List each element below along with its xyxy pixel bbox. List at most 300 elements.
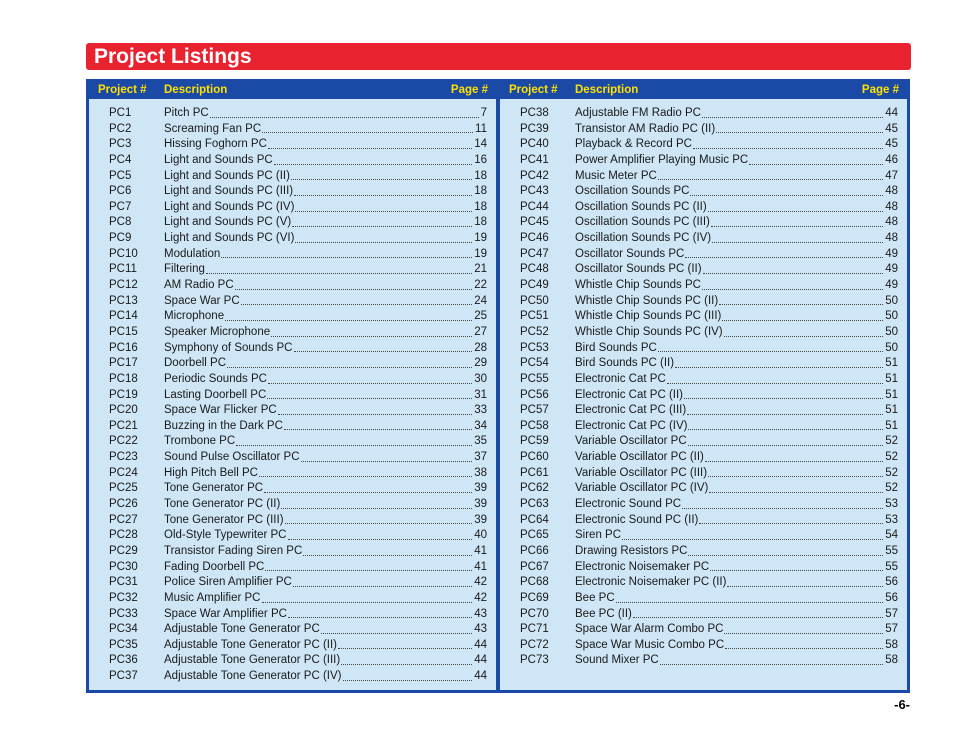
entry-line [164,356,487,372]
project-page: 24 [474,294,487,307]
project-description: Whistle Chip Sounds PC (IV) [575,325,723,338]
project-page: 45 [885,122,898,135]
entry-line [575,419,898,435]
project-page: 45 [885,138,898,151]
dot-leader [293,575,472,587]
dot-leader [684,388,883,400]
entry-line [575,403,898,419]
entry-line [575,466,898,482]
project-number: PC56 [520,388,549,401]
dot-leader [294,341,473,353]
list-item [500,325,907,341]
dot-leader [658,341,883,353]
entry-line [164,294,487,310]
entry-line [164,560,487,576]
dot-leader [210,106,479,118]
dot-leader [725,638,883,650]
project-page: 18 [474,169,487,182]
list-item [500,481,907,497]
dot-leader [281,497,472,509]
entry-line [164,247,487,263]
entry-line [164,544,487,560]
project-description: Whistle Chip Sounds PC (III) [575,310,722,323]
entry-line [164,215,487,231]
project-page: 18 [474,216,487,229]
dot-leader [267,388,472,400]
entry-line [164,184,487,200]
list-item [500,106,907,122]
dot-leader [235,278,473,290]
project-page: 35 [474,435,487,448]
project-description: Adjustable Tone Generator PC [164,623,320,636]
project-number: PC71 [520,623,549,636]
project-number: PC2 [109,122,132,135]
dot-leader [225,309,472,321]
project-page: 18 [474,185,487,198]
project-description: Fading Doorbell PC [164,560,265,573]
project-number: PC13 [109,294,138,307]
header-page: Page # [450,84,488,96]
project-number: PC57 [520,404,549,417]
project-number: PC63 [520,498,549,511]
list-item [89,544,496,560]
list-item [89,153,496,169]
project-description: Oscillation Sounds PC (II) [575,200,707,213]
list-item [89,528,496,544]
project-description: Variable Oscillator PC (IV) [575,482,709,495]
header-project: Project # [509,84,558,96]
project-description: Oscillation Sounds PC (IV) [575,232,712,245]
dot-leader [708,466,883,478]
dot-leader [724,325,884,337]
entry-line [575,184,898,200]
project-page: 28 [474,341,487,354]
project-description: Tone Generator PC [164,482,264,495]
project-number: PC18 [109,372,138,385]
project-description: Modulation [164,247,221,260]
project-description: Whistle Chip Sounds PC (II) [575,294,719,307]
page-title: Project Listings [86,43,911,70]
entry-line [164,513,487,529]
list-item [500,419,907,435]
list-item [89,106,496,122]
project-number: PC65 [520,529,549,542]
dot-leader [236,434,472,446]
dot-leader [667,372,883,384]
project-page: 48 [885,185,898,198]
list-item [89,669,496,685]
entry-line [575,638,898,654]
project-page: 51 [885,419,898,432]
project-page: 58 [885,638,898,651]
dot-leader [338,638,472,650]
dot-leader [278,403,473,415]
entry-line [575,513,898,529]
project-description: Bird Sounds PC (II) [575,357,675,370]
project-description: Electronic Cat PC (II) [575,388,683,401]
project-number: PC10 [109,247,138,260]
dot-leader [294,184,472,196]
project-page: 48 [885,232,898,245]
project-page: 56 [885,591,898,604]
project-description: Transistor Fading Siren PC [164,544,303,557]
project-page: 41 [474,560,487,573]
project-page: 42 [474,576,487,589]
list-item [89,607,496,623]
entry-line [575,607,898,623]
project-description: Adjustable Tone Generator PC (IV) [164,670,342,683]
list-item [89,247,496,263]
dot-leader [711,215,883,227]
entry-line [575,153,898,169]
list-item [500,528,907,544]
project-page: 51 [885,372,898,385]
project-number: PC6 [109,185,132,198]
project-number: PC3 [109,138,132,151]
project-number: PC48 [520,263,549,276]
dot-leader [702,278,883,290]
entry-line [164,653,487,669]
project-description: Space War Music Combo PC [575,638,725,651]
listing-rows-right [500,106,907,669]
project-description: Electronic Cat PC [575,372,666,385]
list-item [89,653,496,669]
list-item [89,450,496,466]
project-page: 52 [885,466,898,479]
dot-leader [685,247,883,259]
entry-line [575,591,898,607]
list-item [500,200,907,216]
dot-leader [622,528,883,540]
list-item [500,591,907,607]
entry-line [164,669,487,685]
list-item [89,403,496,419]
project-page: 53 [885,498,898,511]
project-description: Light and Sounds PC (VI) [164,232,295,245]
project-number: PC44 [520,200,549,213]
list-item [500,356,907,372]
project-description: Light and Sounds PC (IV) [164,200,295,213]
list-item [89,560,496,576]
list-item [89,481,496,497]
project-page: 14 [474,138,487,151]
list-item [89,466,496,482]
project-description: Space War Amplifier PC [164,607,287,620]
entry-line [575,497,898,513]
dot-leader [716,122,883,134]
project-page: 48 [885,200,898,213]
entry-line [164,122,487,138]
list-item [89,200,496,216]
dot-leader [295,231,472,243]
list-item [89,278,496,294]
project-description: Tone Generator PC (III) [164,513,284,526]
project-page: 56 [885,576,898,589]
project-description: Symphony of Sounds PC [164,341,293,354]
project-page: 49 [885,263,898,276]
dot-leader [749,153,883,165]
dot-leader [265,560,472,572]
project-description: Variable Oscillator PC (III) [575,466,708,479]
project-number: PC68 [520,576,549,589]
project-description: Oscillator Sounds PC [575,247,685,260]
entry-line [575,575,898,591]
list-item [500,231,907,247]
project-description: Electronic Sound PC (II) [575,513,699,526]
project-number: PC12 [109,279,138,292]
project-number: PC51 [520,310,549,323]
entry-line [164,325,487,341]
project-description: Pitch PC [164,107,209,119]
project-description: Music Meter PC [575,169,657,182]
project-number: PC43 [520,185,549,198]
dot-leader [722,309,883,321]
entry-line [164,607,487,623]
project-page: 7 [480,107,487,119]
project-page: 57 [885,607,898,620]
project-page: 44 [885,107,898,119]
project-description: Electronic Noisemaker PC [575,560,710,573]
project-page: 38 [474,466,487,479]
list-item [500,653,907,669]
project-number: PC60 [520,451,549,464]
header-page: Page # [861,84,899,96]
project-description: Sound Pulse Oscillator PC [164,451,300,464]
list-item [89,419,496,435]
project-page: 52 [885,482,898,495]
list-item [89,434,496,450]
project-number: PC50 [520,294,549,307]
project-description: Screaming Fan PC [164,122,262,135]
project-description: Bee PC (II) [575,607,632,620]
entry-line [575,450,898,466]
project-number: PC8 [109,216,132,229]
project-description: Space War Flicker PC [164,404,277,417]
entry-line [164,106,487,122]
project-page: 21 [474,263,487,276]
project-number: PC16 [109,341,138,354]
project-page: 33 [474,404,487,417]
project-page: 47 [885,169,898,182]
list-item [500,294,907,310]
project-number: PC59 [520,435,549,448]
project-description: Electronic Cat PC (III) [575,404,687,417]
entry-line [164,200,487,216]
entry-line [575,544,898,560]
project-description: Power Amplifier Playing Music PC [575,153,749,166]
project-number: PC66 [520,544,549,557]
project-description: Transistor AM Radio PC (II) [575,122,716,135]
dot-leader [675,356,883,368]
project-number: PC73 [520,654,549,667]
list-item [500,450,907,466]
dot-leader [702,106,883,118]
dot-leader [616,591,884,603]
project-description: Bird Sounds PC [575,341,657,354]
list-item [500,560,907,576]
project-description: Electronic Sound PC [575,498,682,511]
project-number: PC38 [520,107,549,119]
entry-line [575,372,898,388]
list-item [500,388,907,404]
list-item [500,497,907,513]
list-item [89,262,496,278]
project-page: 31 [474,388,487,401]
project-number: PC5 [109,169,132,182]
dot-leader [660,653,883,665]
entry-line [164,153,487,169]
project-page: 19 [474,232,487,245]
page-number: -6- [894,697,910,712]
project-description: Filtering [164,263,205,276]
header-description: Description [575,84,639,96]
entry-line [164,434,487,450]
entry-line [164,450,487,466]
project-description: Adjustable FM Radio PC [575,107,701,119]
entry-line [164,403,487,419]
entry-line [164,419,487,435]
entry-line [575,388,898,404]
entry-line [575,262,898,278]
project-number: PC53 [520,341,549,354]
project-page: 18 [474,200,487,213]
dot-leader [285,513,473,525]
project-page: 55 [885,544,898,557]
dot-leader [699,513,883,525]
list-item [500,278,907,294]
dot-leader [724,622,883,634]
dot-leader [633,607,883,619]
header-description: Description [164,84,228,96]
entry-line [164,309,487,325]
project-page: 43 [474,607,487,620]
entry-line [575,341,898,357]
list-item [500,247,907,263]
dot-leader [688,419,883,431]
entry-line [575,106,898,122]
project-page: 44 [474,670,487,683]
dot-leader [710,560,883,572]
entry-line [575,278,898,294]
list-item [89,372,496,388]
entry-line [164,388,487,404]
project-number: PC46 [520,232,549,245]
entry-line [164,231,487,247]
dot-leader [341,653,472,665]
project-description: Adjustable Tone Generator PC (II) [164,638,338,651]
dot-leader [274,153,473,165]
column-header [89,82,496,99]
project-number: PC27 [109,513,138,526]
dot-leader [301,450,473,462]
project-number: PC36 [109,654,138,667]
list-item [89,575,496,591]
project-page: 49 [885,247,898,260]
project-number: PC47 [520,247,549,260]
entry-line [575,356,898,372]
project-page: 42 [474,591,487,604]
project-number: PC37 [109,670,138,683]
project-number: PC42 [520,169,549,182]
project-page: 44 [474,638,487,651]
entry-line [164,341,487,357]
entry-line [164,466,487,482]
dot-leader [703,262,884,274]
listing-panel-left [86,79,499,693]
project-page: 49 [885,279,898,292]
project-description: Playback & Record PC [575,138,692,151]
project-description: Doorbell PC [164,357,226,370]
list-item [89,638,496,654]
project-number: PC62 [520,482,549,495]
dot-leader [227,356,472,368]
list-item [89,169,496,185]
project-description: Adjustable Tone Generator PC (III) [164,654,341,667]
dot-leader [268,372,472,384]
list-item [500,575,907,591]
project-description: Space War Alarm Combo PC [575,623,724,636]
project-page: 50 [885,341,898,354]
project-description: Light and Sounds PC (III) [164,185,294,198]
project-description: Drawing Resistors PC [575,544,688,557]
list-item [500,153,907,169]
dot-leader [262,591,473,603]
entry-line [575,137,898,153]
list-item [89,591,496,607]
list-item [89,137,496,153]
list-item [500,215,907,231]
project-description: Variable Oscillator PC [575,435,687,448]
dot-leader [708,200,884,212]
entry-line [575,247,898,263]
project-page: 37 [474,451,487,464]
entry-line [575,122,898,138]
project-description: Hissing Foghorn PC [164,138,267,151]
project-page: 27 [474,325,487,338]
dot-leader [295,200,472,212]
dot-leader [690,184,883,196]
project-number: PC33 [109,607,138,620]
project-number: PC26 [109,498,138,511]
project-number: PC22 [109,435,138,448]
entry-line [164,622,487,638]
project-number: PC29 [109,544,138,557]
project-description: Oscillation Sounds PC (III) [575,216,710,229]
project-page: 53 [885,513,898,526]
project-number: PC45 [520,216,549,229]
project-number: PC54 [520,357,549,370]
project-description: High Pitch Bell PC [164,466,258,479]
project-description: Periodic Sounds PC [164,372,267,385]
entry-line [164,497,487,513]
project-page: 44 [474,654,487,667]
project-page: 22 [474,279,487,292]
listing-rows-left [89,106,496,685]
dot-leader [727,575,883,587]
project-page: 51 [885,388,898,401]
project-page: 52 [885,451,898,464]
project-number: PC32 [109,591,138,604]
list-item [89,341,496,357]
project-page: 19 [474,247,487,260]
project-description: Buzzing in the Dark PC [164,419,283,432]
list-item [500,341,907,357]
project-description: Oscillation Sounds PC [575,185,690,198]
list-item [89,215,496,231]
project-page: 50 [885,294,898,307]
project-page: 48 [885,216,898,229]
project-description: Tone Generator PC (II) [164,498,281,511]
